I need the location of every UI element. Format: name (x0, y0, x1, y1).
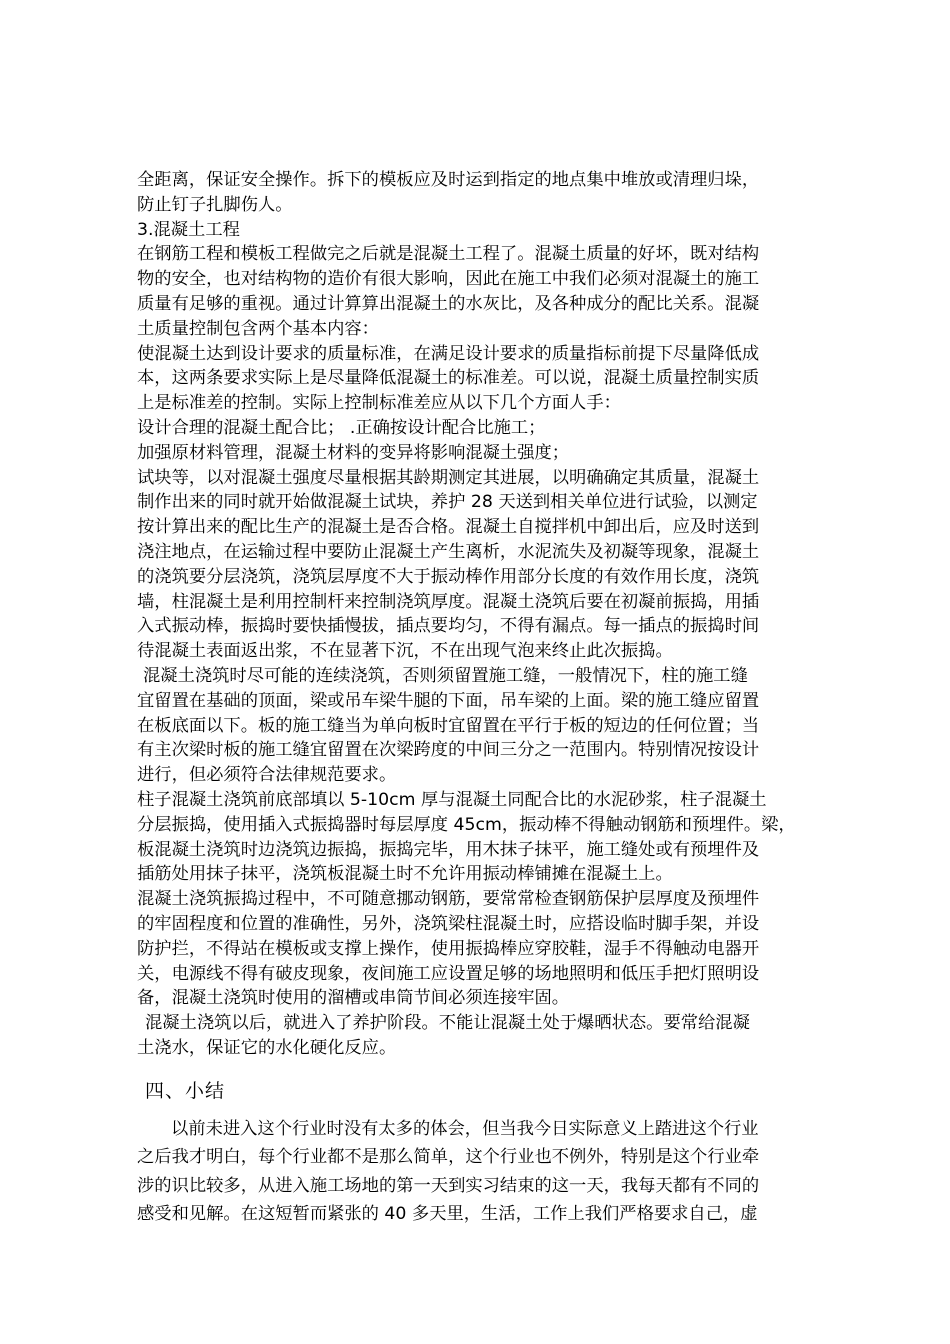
text-line: 分层振捣，使用插入式振捣器时每层厚度 45cm，振动棒不得触动钢筋和预埋件。梁， (137, 814, 796, 835)
text-line: 防护拦，不得站在模板或支撑上操作，使用振捣棒应穿胶鞋，湿手不得触动电器开 (137, 938, 760, 959)
text-line: 物的安全，也对结构物的造价有很大影响，因此在施工中我们必须对混凝土的施工 (137, 269, 760, 290)
text-line: 制作出来的同时就开始做混凝土试块，养护 28 天送到相关单位进行试验，以测定 (137, 492, 758, 513)
paragraph (137, 242, 830, 341)
text-line: 待混凝土表面返出浆，不在显著下沉，不在出现气泡来终止此次振捣。 (137, 641, 673, 662)
text-line: 土质量控制包含两个基本内容： (137, 318, 379, 339)
text-line: 的浇筑要分层浇筑，浇筑层厚度不大于振动棒作用部分长度的有效作用长度，浇筑 (137, 566, 760, 587)
text-line: 之后我才明白，每个行业都不是那么简单，这个行业也不例外，特别是这个行业牵 (137, 1147, 760, 1168)
text-line: 3.混凝土工程 (137, 219, 240, 240)
text-line: 试块等，以对混凝土强度尽量根据其龄期测定其进展，以明确确定其质量，混凝土 (137, 467, 760, 488)
summary-paragraph (137, 1115, 830, 1229)
text-line: 加强原材料管理，混凝土材料的变异将影响混凝土强度； (137, 442, 570, 463)
text-line: 有主次梁时板的施工缝宜留置在次梁跨度的中间三分之一范围内。特别情况按设计 (137, 740, 760, 761)
document-body (137, 168, 830, 1229)
text-line: 在钢筋工程和模板工程做完之后就是混凝土工程了。混凝土质量的好坏，既对结构 (137, 244, 760, 265)
subsection-title (137, 218, 830, 243)
text-line: 按计算出来的配比生产的混凝土是否合格。混凝土自搅拌机中卸出后，应及时送到 (137, 517, 760, 538)
text-line: 设计合理的混凝土配合比； .正确按设计配合比施工； (137, 417, 546, 438)
text-line: 质量有足够的重视。通过计算算出混凝土的水灰比，及各种成分的配比关系。混凝 (137, 293, 760, 314)
text-line: 关，电源线不得有破皮现象，夜间施工应设置足够的场地照明和低压手把灯照明设 (137, 963, 760, 984)
text-line: 进行，但必须符合法律规范要求。 (137, 765, 397, 786)
section-heading: 四、小结 (145, 1079, 226, 1102)
paragraph (137, 441, 830, 466)
paragraph (137, 168, 830, 218)
text-line: 墙，柱混凝土是利用控制杆来控制浇筑厚度。混凝土浇筑后要在初凝前振捣，用插 (137, 591, 760, 612)
text-line: 以前未进入这个行业时没有太多的体会，但当我今日实际意义上踏进这个行业 (171, 1118, 759, 1139)
text-line: 混凝土浇筑以后，就进入了养护阶段。不能让混凝土处于爆晒状态。要常给混凝 (145, 1013, 750, 1034)
text-line: 防止钉子扎脚伤人。 (137, 194, 293, 215)
paragraph (137, 466, 830, 664)
text-line: 在板底面以下。板的施工缝当为单向板时宜留置在平行于板的短边的任何位置；当 (137, 715, 760, 736)
paragraph (137, 664, 830, 788)
text-line: 土浇水，保证它的水化硬化反应。 (137, 1037, 397, 1058)
text-line: 感受和见解。在这短暂而紧张的 40 多天里，生活，工作上我们严格要求自己，虚 (137, 1204, 758, 1225)
text-line: 混凝土浇筑时尽可能的连续浇筑，否则须留置施工缝，一般情况下，柱的施工缝 (143, 665, 748, 686)
text-line: 插筋处用抹子抹平，浇筑板混凝土时不允许用振动棒铺摊在混凝土上。 (137, 864, 673, 885)
paragraph (137, 887, 830, 1011)
text-line: 混凝土浇筑振捣过程中，不可随意挪动钢筋，要常常检查钢筋保护层厚度及预埋件 (137, 889, 760, 910)
text-line: 柱子混凝土浇筑前底部填以 5-10cm 厚与混凝土同配合比的水泥砂浆，柱子混凝土 (137, 789, 767, 810)
text-line: 的牢固程度和位置的准确性，另外，浇筑梁柱混凝土时，应搭设临时脚手架，并设 (137, 913, 760, 934)
text-line: 浇注地点，在运输过程中要防止混凝土产生离析，水泥流失及初凝等现象，混凝土 (137, 541, 760, 562)
text-line: 全距离，保证安全操作。拆下的模板应及时运到指定的地点集中堆放或清理归垛， (137, 170, 760, 190)
text-line: 板混凝土浇筑时边浇筑边振捣，振捣完毕，用木抹子抹平，施工缝处或有预埋件及 (137, 839, 760, 860)
text-line: 上是标准差的控制。实际上控制标准差应从以下几个方面人手： (137, 393, 621, 414)
paragraph (137, 416, 830, 441)
paragraph (137, 1011, 830, 1061)
text-line: 涉的识比较多，从进入施工场地的第一天到实习结束的这一天，我每天都有不同的 (137, 1175, 760, 1196)
text-line: 使混凝土达到设计要求的质量标准，在满足设计要求的质量指标前提下尽量降低成 (137, 343, 760, 364)
text-line: 宜留置在基础的顶面，梁或吊车梁牛腿的下面，吊车梁的上面。梁的施工缝应留置 (137, 690, 760, 711)
text-line: 入式振动棒，振捣时要快插慢拔，插点要均匀，不得有漏点。每一插点的振捣时间 (137, 616, 760, 637)
text-line: 备，混凝土浇筑时使用的溜槽或串筒节间必须连接牢固。 (137, 988, 570, 1009)
text-line: 本，这两条要求实际上是尽量降低混凝土的标准差。可以说，混凝土质量控制实质 (137, 368, 760, 389)
paragraph (137, 788, 830, 887)
paragraph (137, 342, 830, 416)
